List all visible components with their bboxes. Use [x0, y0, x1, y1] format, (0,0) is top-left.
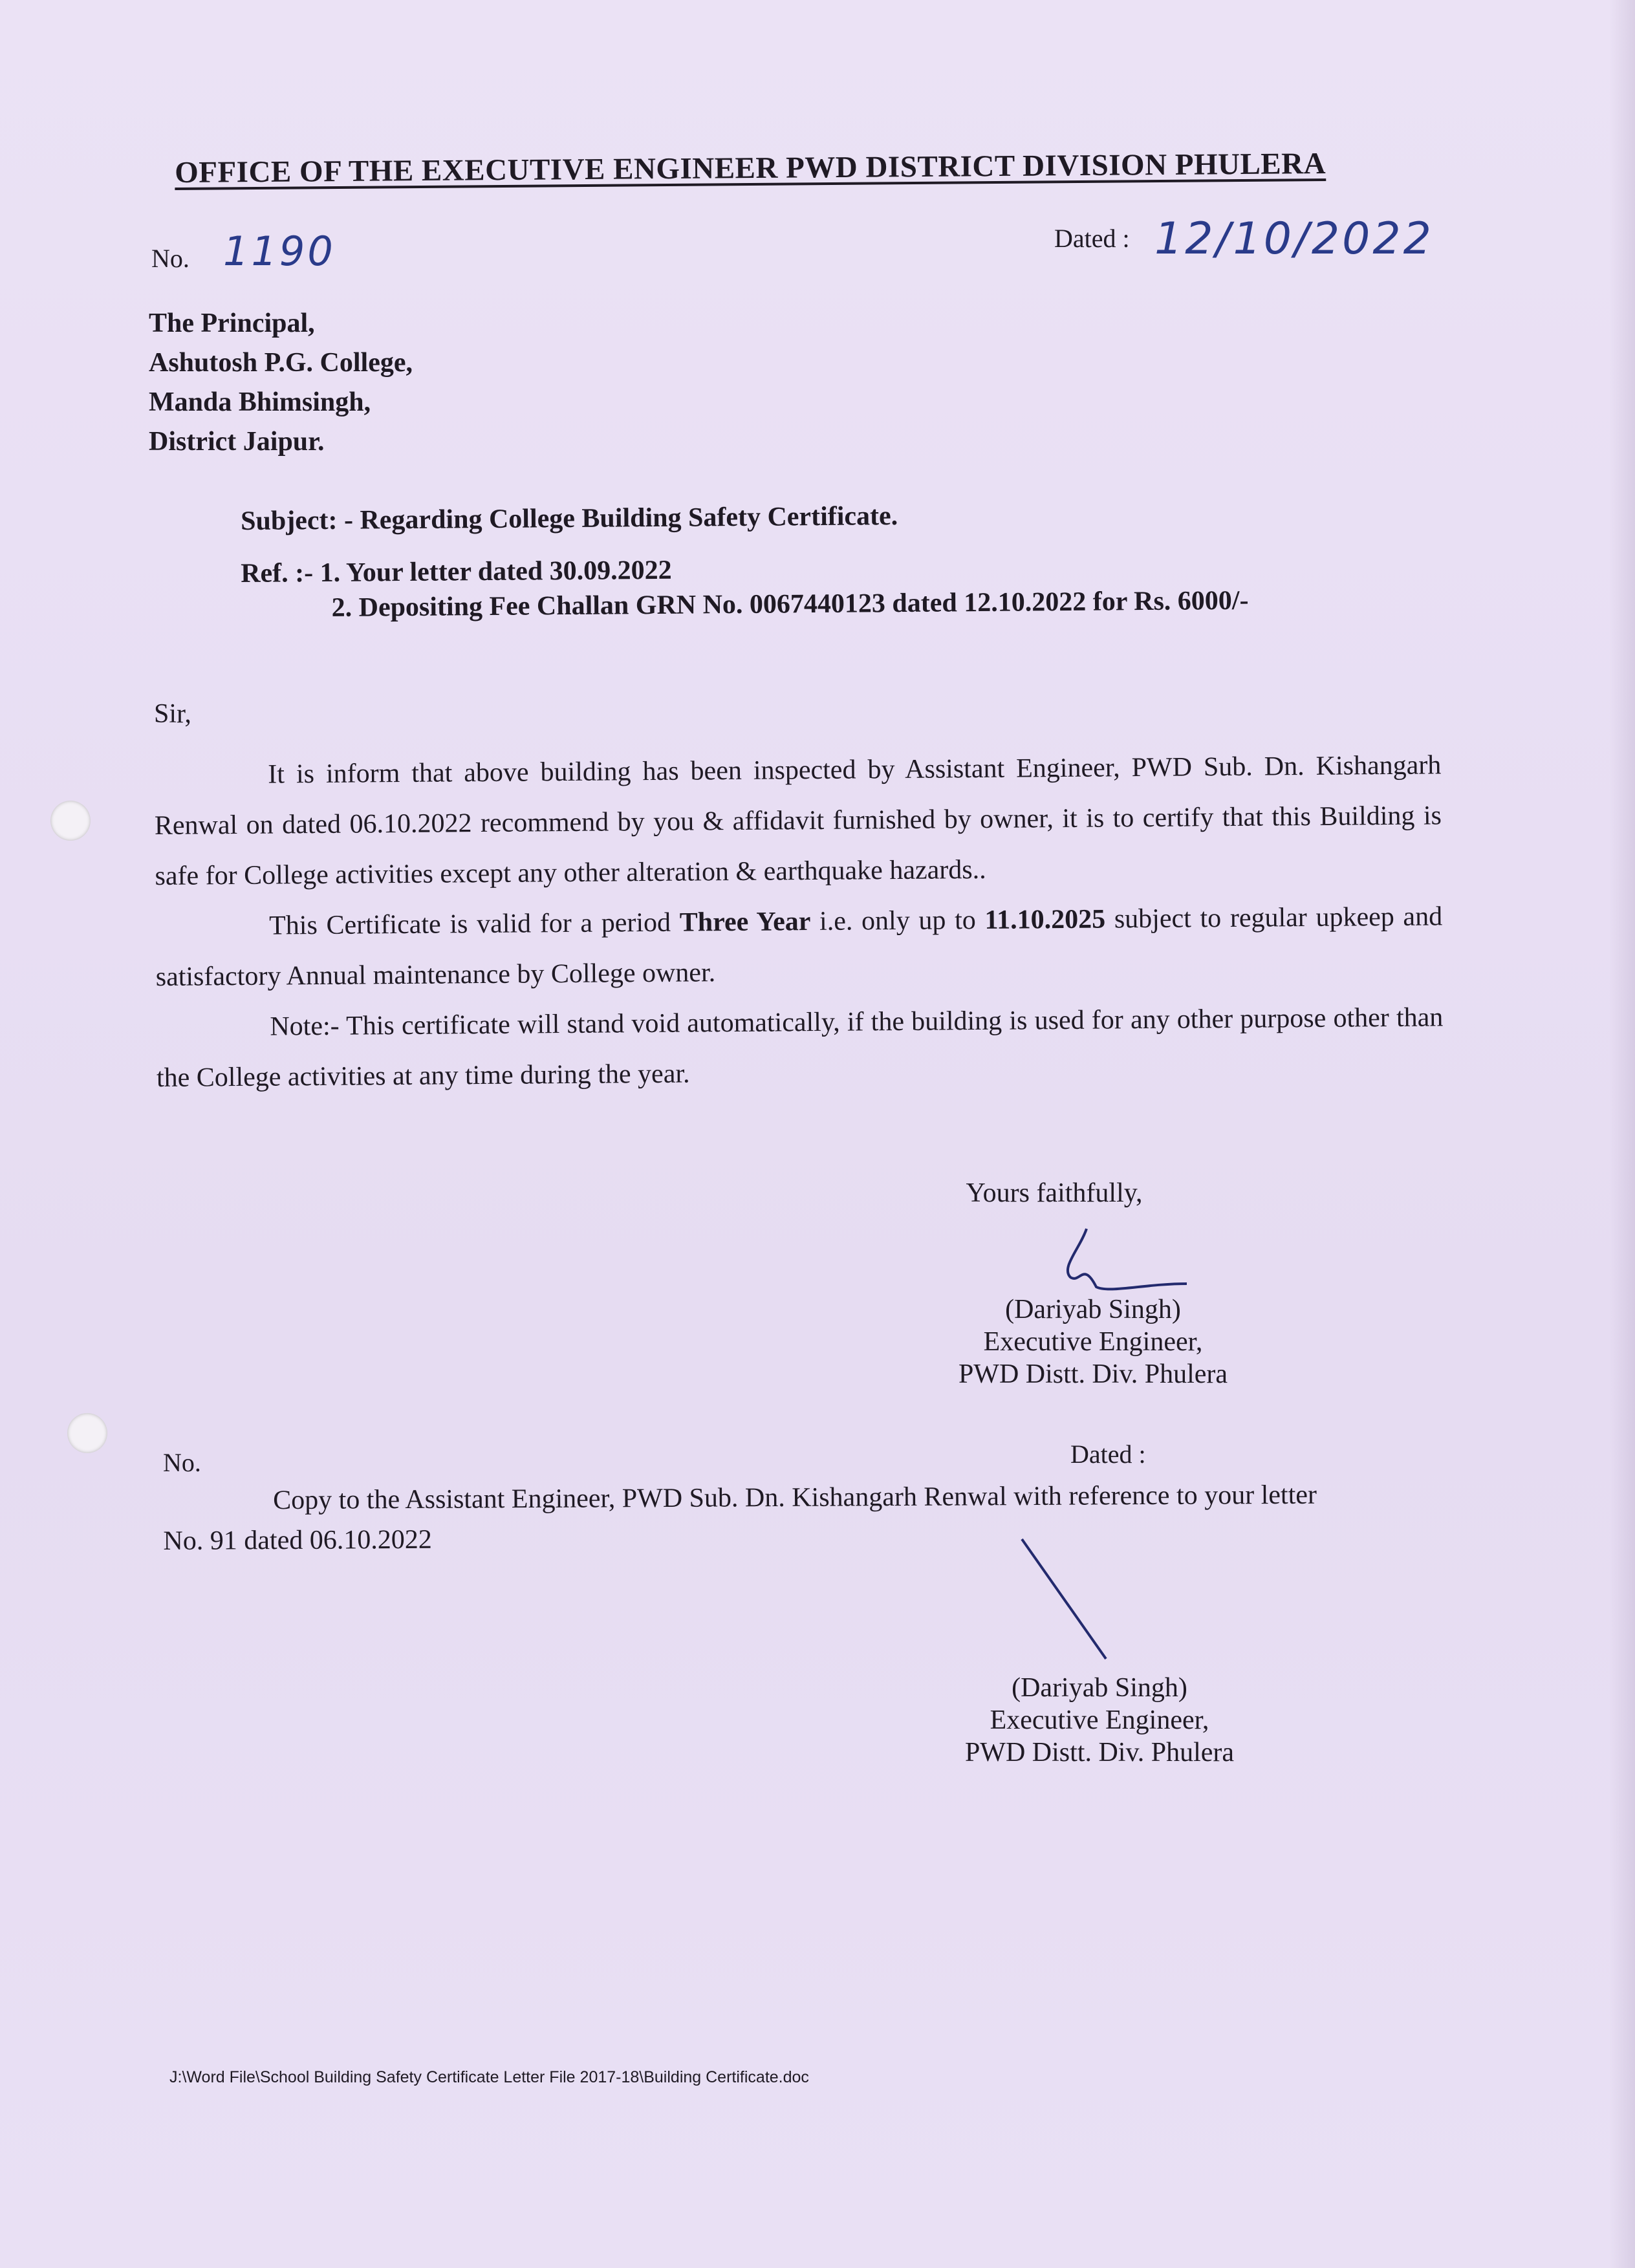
- copy-number-label: No.: [163, 1448, 201, 1477]
- copy-to-line-1: [163, 1474, 1450, 1521]
- copy-to-line-2: No. 91 dated 06.10.2022: [163, 1524, 432, 1556]
- dated-label: Dated :: [1054, 224, 1130, 253]
- validity-text: i.e. only up to: [810, 905, 985, 937]
- reference-item-1: Ref. :- 1. Your letter dated 30.09.2022: [241, 555, 672, 589]
- body-paragraph-note: Note:- This certificate will stand void automatically, if the building is used for any other purpose other than the College activities at any time during the year.: [156, 1002, 1444, 1093]
- addressee-line: Ashutosh P.G. College,: [149, 348, 413, 378]
- signatory-office: PWD Distt. Div. Phulera: [958, 1359, 1228, 1389]
- validity-text: This Certificate is valid for a period: [268, 907, 680, 941]
- body-paragraph-inspection: It is inform that above building has been inspected by Assistant Engineer, PWD Sub. Dn. Kishangarh Renwal on dated 06.10.2022 recommend by you & affidavit furnished by owner, it is to certify that this Building is safe for College activities except any other alteration & earthquake hazards..: [154, 750, 1442, 891]
- reference-item-2: 2. Depositing Fee Challan GRN No. 0067440123 dated 12.10.2022 for Rs. 6000/-: [331, 585, 1249, 623]
- addressee-block: [149, 304, 413, 462]
- closing: Yours faithfully,: [966, 1178, 1143, 1208]
- addressee-line: District Jaipur.: [149, 427, 325, 457]
- punch-hole: [67, 1413, 107, 1453]
- file-path-footer: J:\Word File\School Building Safety Certificate Letter File 2017-18\Building Certificate.doc: [169, 2068, 809, 2086]
- signatory-name: (Dariyab Singh): [1005, 1295, 1181, 1324]
- validity-text: subject to regular upkeep and satisfactory Annual maintenance by College owner.: [155, 902, 1443, 992]
- subject-line: Subject: - Regarding College Building Safety Certificate.: [241, 501, 898, 536]
- date-handwritten: 12/10/2022: [1154, 213, 1434, 265]
- copy-to-line-1-text: Copy to the Assistant Engineer, PWD Sub. Dn. Kishangarh Renwal with reference to your letter: [273, 1480, 1317, 1516]
- addressee-line: Manda Bhimsingh,: [149, 387, 371, 417]
- copy-dated-label: Dated :: [1070, 1440, 1146, 1469]
- signature-mark: [1015, 1536, 1119, 1665]
- signatory-title: Executive Engineer,: [990, 1705, 1209, 1735]
- signatory-name: (Dariyab Singh): [1012, 1673, 1187, 1703]
- letter-body: [154, 740, 1444, 1103]
- signatory-block: [925, 1293, 1261, 1390]
- punch-hole: [50, 801, 91, 841]
- addressee-line: The Principal,: [149, 308, 315, 338]
- salutation: Sir,: [154, 699, 191, 729]
- validity-period: Three Year: [679, 907, 811, 938]
- signatory-title: Executive Engineer,: [983, 1327, 1203, 1357]
- copy-signatory-block: [931, 1672, 1268, 1769]
- reference-block: [241, 548, 1249, 626]
- copy-to-text: [163, 1474, 1451, 1561]
- body-paragraph-validity: [155, 891, 1443, 1002]
- validity-end-date: 11.10.2025: [984, 904, 1106, 935]
- paper-edge-shadow: [1609, 0, 1635, 2268]
- signatory-office: PWD Distt. Div. Phulera: [964, 1738, 1235, 1767]
- reference-number-handwritten: 1190: [223, 228, 336, 275]
- reference-number-label: No.: [151, 244, 189, 273]
- letterhead-title: OFFICE OF THE EXECUTIVE ENGINEER PWD DISTRICT DIVISION PHULERA: [175, 147, 1326, 189]
